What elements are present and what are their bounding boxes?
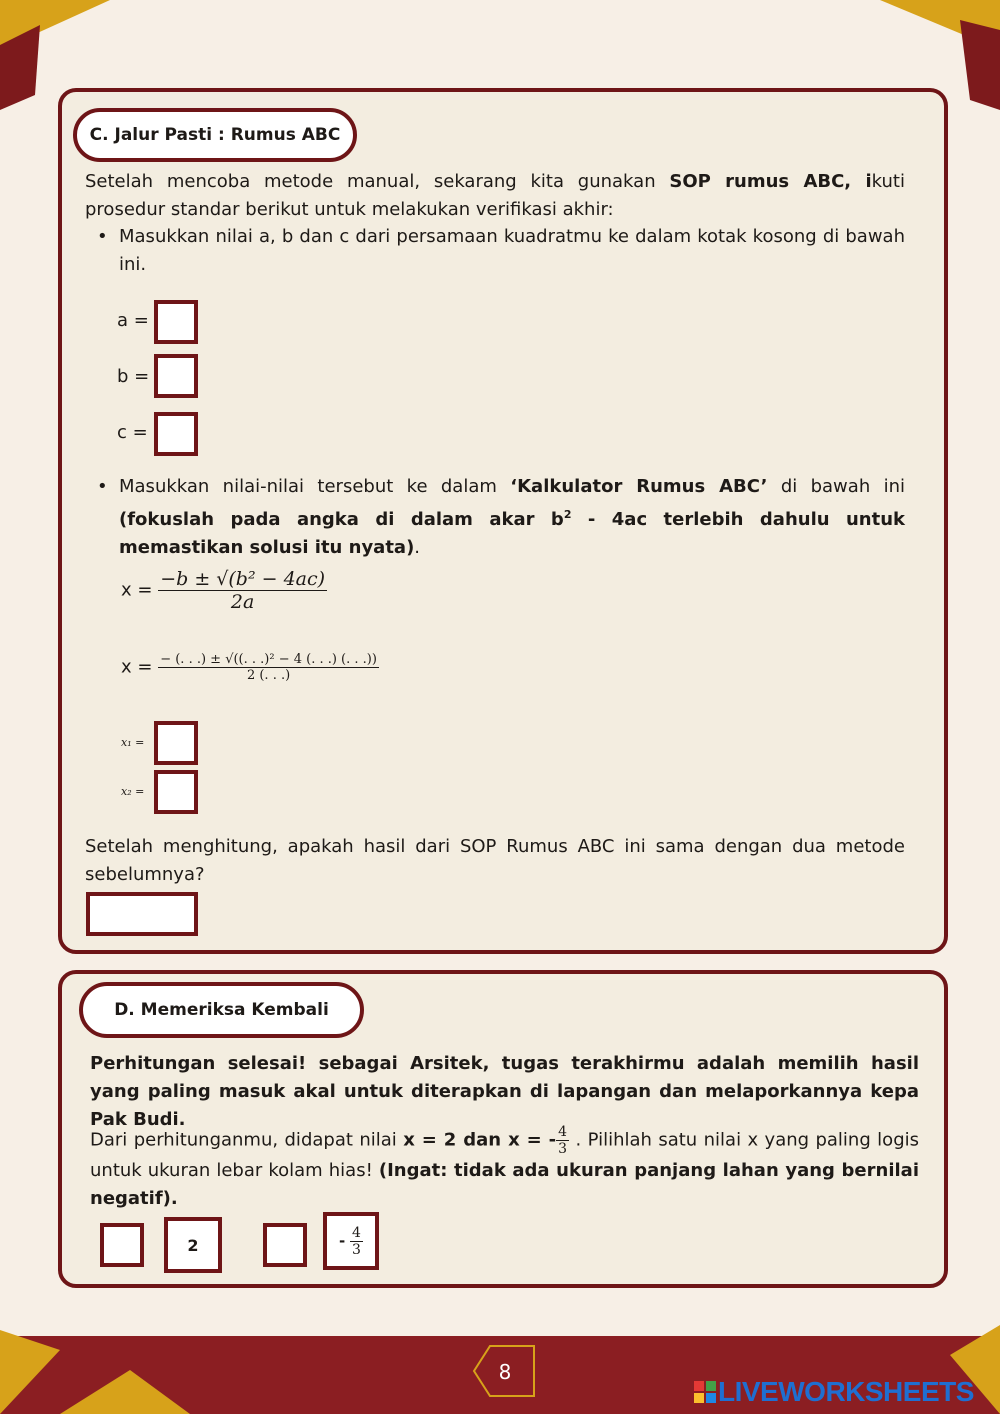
corner-decoration-bottom-left (0, 1310, 200, 1414)
input-a[interactable] (154, 300, 198, 344)
section-c-intro: Setelah mencoba metode manual, sekarang kita gunakan SOP rumus ABC, ikuti prosedur standar berikut untuk melakukan verifikasi akhir: (85, 171, 905, 220)
input-x2[interactable] (154, 770, 198, 814)
input-b[interactable] (154, 354, 198, 398)
section-d-para-2: Dari perhitunganmu, didapat nilai x = 2 dan x = - $\frac{4}{3}$ . Pilihlah satu nilai x yang paling logis untuk ukuran lebar kolam hias! (Ingat: tidak ada ukuran panjang lahan yang bernilai negatif). (90, 1124, 919, 1209)
choice-checkbox-neg-four-thirds[interactable] (263, 1223, 307, 1267)
formula-quadratic: x = $\frac{\text{−b ± √(b² − 4ac)}}{2a}$ (121, 568, 326, 613)
section-d-title: D. Memeriksa Kembali (79, 982, 364, 1038)
input-x1[interactable] (154, 721, 198, 765)
label-c: c = (117, 422, 148, 443)
label-b: b = (117, 366, 150, 387)
label-x2: x₂ = (121, 785, 145, 798)
option-value-2: 2 (164, 1217, 222, 1273)
label-x1: x₁ = (121, 736, 145, 749)
option-value-neg-four-thirds: - $\frac{4}{3}$ (323, 1212, 379, 1270)
label-a: a = (117, 310, 149, 331)
liveworksheets-grid-icon (694, 1381, 716, 1403)
page-number: 8 (498, 1360, 512, 1384)
section-c-question: Setelah menghitung, apakah hasil dari SOP Rumus ABC ini sama dengan dua metode sebelumnya? (85, 836, 905, 885)
input-c[interactable] (154, 412, 198, 456)
answer-input-same[interactable] (86, 892, 198, 936)
bullet-instruction-2: • Masukkan nilai-nilai tersebut ke dalam ‘Kalkulator Rumus ABC’ di bawah ini (fokuslah pada angka di dalam akar $b^2 - 4ac$ terlebih dahulu untuk memastikan solusi itu nyata). (119, 473, 905, 562)
bullet-instruction-1: • Masukkan nilai a, b dan c dari persamaan kuadratmu ke dalam kotak kosong di bawah ini. (119, 223, 905, 279)
section-d-para-1: Perhitungan selesai! sebagai Arsitek, tugas terakhirmu adalah memilih hasil yang paling masuk akal untuk diterapkan di lapangan dan melaporkannya kepa Pak Budi. (90, 1053, 919, 1130)
choice-checkbox-2[interactable] (100, 1223, 144, 1267)
liveworksheets-logo: LIVEWORKSHEETS (694, 1376, 974, 1408)
section-c-title: C. Jalur Pasti : Rumus ABC (73, 108, 357, 162)
formula-fill-template: x = $\frac{\text{− (. . .) ± √((. . .)² − 4 (. . .) (. . .))}}{2 (. . .)}$ (121, 652, 377, 683)
